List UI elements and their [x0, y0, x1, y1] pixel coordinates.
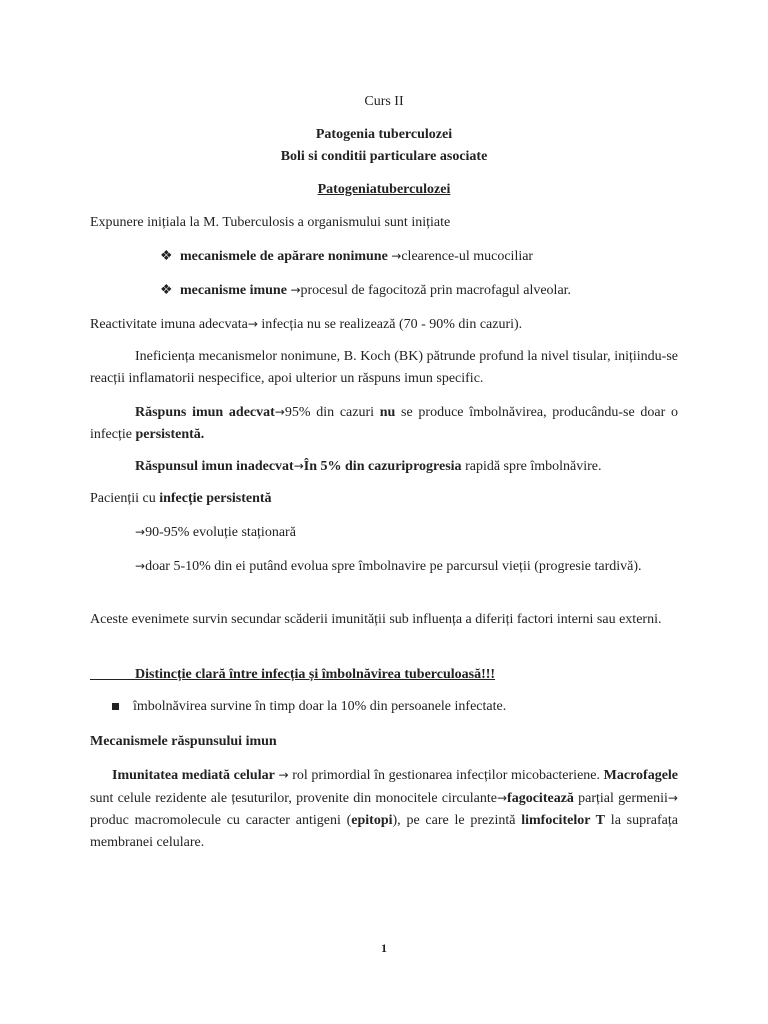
diamond-bullet-icon: ❖ — [160, 249, 173, 264]
paragraph-5-10: →doar 5-10% din ei putând evolua spre îmbolnavire pe parcursul vieții (progresie tardivă). — [135, 559, 642, 574]
section-heading: Patogeniatuberculozei — [317, 182, 451, 197]
title-line-2: Boli si conditii particulare asociate — [280, 149, 488, 164]
arrow-icon: → — [496, 791, 508, 805]
diamond-bullet-icon: ❖ — [160, 283, 173, 298]
paragraph-distinctie: Distincție clară între infecția și îmbolnăvirea tuberculoasă!!! — [90, 664, 680, 686]
paragraph-reactivitate: Reactivitate imuna adecvata→ infecția nu se realizează (70 - 90% din cazuri). — [90, 317, 523, 332]
arrow-icon: → — [274, 405, 285, 419]
paragraph-imunitatea: Imunitatea mediată celular → rol primordial în gestionarea infecților micobacteriene. Macrofagele sunt celule rezidente ale țesuturilor, provenite din monocitele circulante→fagocitează parțial germenii→ produc macromolecule cu caracter antigeni (epitopi), pe care le prezintă limfocitelor T la suprafața membranei celulare. — [90, 768, 679, 850]
paragraph-pacienti: Pacienții cu infecție persistentă — [90, 491, 272, 506]
arrow-icon: → — [135, 525, 146, 539]
arrow-icon: → — [667, 791, 678, 805]
arrow-icon: → — [290, 283, 301, 297]
arrow-icon: → — [293, 459, 304, 473]
list-item-survine: îmbolnăvirea survine în timp doar la 10% din persoanele infectate. — [112, 696, 678, 718]
title-line-1: Patogenia tuberculozei — [315, 127, 453, 142]
page-number: 1 — [381, 941, 387, 955]
intro-paragraph: Expunere inițiala la M. Tuberculosis a organismului sunt inițiate — [90, 215, 451, 230]
paragraph-raspuns-inadecvat: Răspunsul imun inadecvat→În 5% din cazuriprogresia rapidă spre îmbolnăvire. — [135, 459, 602, 474]
paragraph-evenimente: Aceste evenimete survin secundar scăderii imunității sub influența a diferiți factori interni sau externi. — [90, 612, 662, 627]
bullet-item-nonimune: ❖ mecanismele de apărare nonimune →clearence-ul mucociliar — [160, 245, 680, 268]
paragraph-raspuns-adecvat: Răspuns imun adecvat→95% din cazuri nu se produce îmbolnăvirea, producându-se doar o infecție persistentă. — [90, 405, 679, 442]
arrow-icon: → — [247, 317, 258, 331]
arrow-icon: → — [391, 249, 402, 263]
bullet-item-imune: ❖ mecanisme imune →procesul de fagocitoză prin macrofagul alveolar. — [160, 279, 680, 302]
square-bullet-icon — [112, 703, 119, 710]
paragraph-ineficienta: Ineficiența mecanismelor nonimune, B. Koch (BK) pătrunde profund la nivel tisular, inițiindu-se reacții inflamatorii nespecifice, apoi ulterior un răspuns imun specific. — [90, 349, 678, 386]
course-label: Curs II — [364, 94, 404, 109]
arrow-icon: → — [135, 559, 146, 573]
paragraph-90-95: →90-95% evoluție staționară — [135, 525, 296, 540]
arrow-icon: → — [278, 768, 289, 782]
heading-mecanisme: Mecanismele răspunsului imun — [90, 734, 277, 749]
